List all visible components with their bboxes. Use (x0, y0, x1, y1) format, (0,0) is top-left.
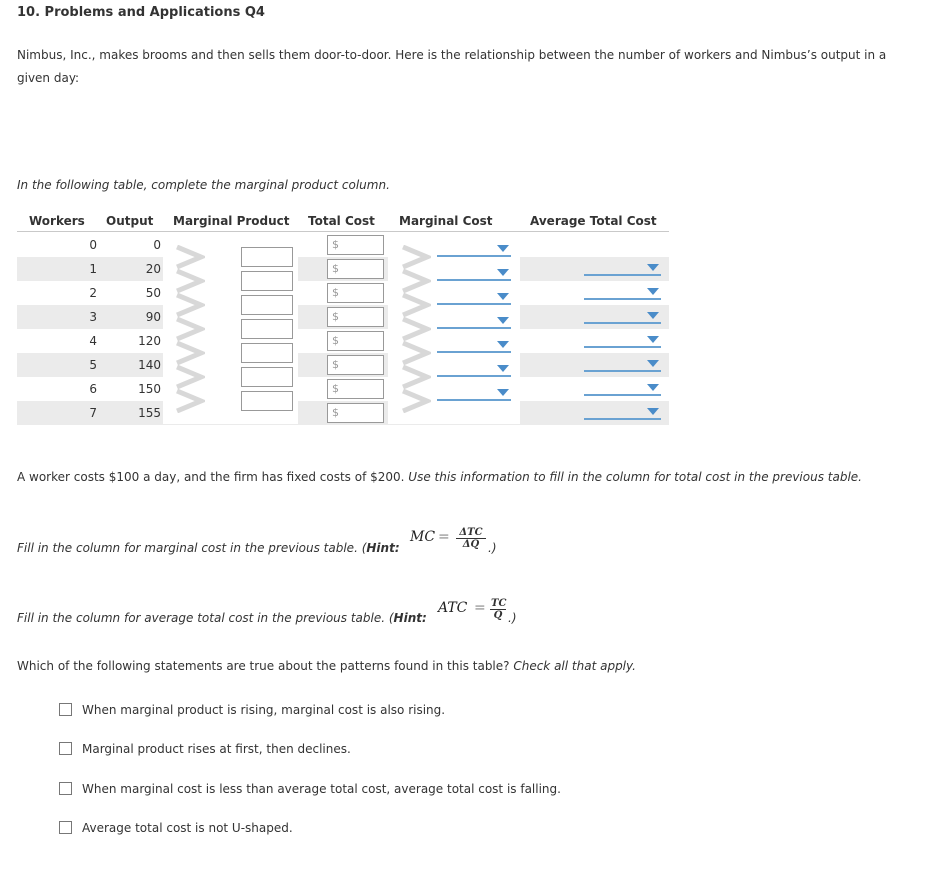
chevron-icon (175, 293, 205, 317)
marginal-cost-dropdown[interactable] (437, 383, 511, 401)
output-cell: 0 (153, 238, 161, 252)
mc-numerator: ΔTC (456, 527, 486, 539)
chevron-icon (401, 365, 431, 389)
header-marginal-product: Marginal Product (173, 214, 290, 228)
option-2-checkbox[interactable] (59, 742, 72, 755)
chevron-icon (175, 341, 205, 365)
chevron-icon (401, 293, 431, 317)
total-cost-input[interactable] (327, 259, 384, 279)
dropdown-arrow-icon (647, 264, 659, 271)
header-average-total-cost: Average Total Cost (530, 214, 657, 228)
chevron-icon (175, 317, 205, 341)
dropdown-arrow-icon (647, 288, 659, 295)
dropdown-arrow-icon (647, 360, 659, 367)
chevron-icon (401, 269, 431, 293)
dropdown-arrow-icon (497, 341, 509, 348)
mc-formula-fraction (456, 527, 486, 550)
chevron-icon (175, 365, 205, 389)
chevron-icon (401, 389, 431, 413)
dropdown-arrow-icon (497, 293, 509, 300)
mc-hint-label: Hint: (366, 541, 400, 555)
atc-numerator: TC (491, 598, 507, 609)
atc-hint-text (17, 611, 427, 625)
output-cell: 50 (145, 286, 161, 300)
chevron-icon (175, 269, 205, 293)
total-cost-input[interactable] (327, 403, 384, 423)
intro-text: Nimbus, Inc., makes brooms and then sells them door-to-door. Here is the relationship between the number of workers and Nimbus’s output in a given day: (17, 48, 887, 85)
question-title: 10. Problems and Applications Q4 (17, 5, 265, 20)
workers-cell: 3 (89, 310, 97, 324)
cost-info-plain: A worker costs $100 a day, and the firm has fixed costs of $200. (17, 470, 409, 484)
option-4-label: Average total cost is not U-shaped. (82, 821, 293, 835)
chevron-icon (401, 317, 431, 341)
total-cost-input[interactable] (327, 355, 384, 375)
workers-cell: 7 (89, 406, 97, 420)
dollar-sign: $ (332, 358, 339, 371)
cost-info-italic: Use this information to fill in the column for total cost in the previous table. (408, 470, 862, 484)
option-3-label: When marginal cost is less than average total cost, average total cost is falling. (82, 782, 561, 796)
table-header (17, 210, 669, 232)
mc-formula-eq: = (438, 529, 450, 545)
dropdown-arrow-icon (497, 317, 509, 324)
dropdown-arrow-icon (497, 245, 509, 252)
marginal-cost-dropdown[interactable] (437, 335, 511, 353)
atc-hint-label: Hint: (393, 611, 427, 625)
mc-hint-lead: Fill in the column for marginal cost in the previous table. ( (17, 541, 367, 555)
atc-formula-lhs: ATC (438, 600, 468, 616)
marginal-product-input[interactable] (241, 247, 293, 267)
marginal-product-input[interactable] (241, 367, 293, 387)
question-plain: Which of the following statements are true about the patterns found in this table? (17, 659, 514, 673)
average-total-cost-dropdown[interactable] (584, 402, 661, 420)
header-output: Output (106, 214, 154, 228)
dropdown-arrow-icon (647, 408, 659, 415)
average-total-cost-dropdown[interactable] (584, 354, 661, 372)
total-cost-input[interactable] (327, 379, 384, 399)
mc-hint-text (17, 541, 400, 555)
cost-table (17, 210, 669, 431)
average-total-cost-dropdown[interactable] (584, 306, 661, 324)
workers-cell: 4 (89, 334, 97, 348)
workers-cell: 1 (89, 262, 97, 276)
dropdown-arrow-icon (647, 384, 659, 391)
output-cell: 20 (145, 262, 161, 276)
dollar-sign: $ (332, 406, 339, 419)
dollar-sign: $ (332, 238, 339, 251)
dropdown-arrow-icon (647, 312, 659, 319)
marginal-cost-dropdown[interactable] (437, 239, 511, 257)
total-cost-input[interactable] (327, 283, 384, 303)
marginal-cost-dropdown[interactable] (437, 359, 511, 377)
workers-cell: 2 (89, 286, 97, 300)
header-workers: Workers (29, 214, 85, 228)
atc-hint-close: .) (508, 611, 517, 625)
total-cost-input[interactable] (327, 307, 384, 327)
marginal-product-input[interactable] (241, 271, 293, 291)
atc-denominator: Q (493, 610, 503, 621)
atc-formula-eq: = (474, 600, 486, 616)
average-total-cost-dropdown[interactable] (584, 378, 661, 396)
output-cell: 155 (138, 406, 161, 420)
output-cell: 90 (145, 310, 161, 324)
average-total-cost-dropdown[interactable] (584, 330, 661, 348)
atc-formula-fraction (490, 598, 506, 621)
dollar-sign: $ (332, 286, 339, 299)
workers-cell: 0 (89, 238, 97, 252)
marginal-product-input[interactable] (241, 391, 293, 411)
chevron-icon (401, 245, 431, 269)
mc-formula-lhs: MC (410, 529, 436, 545)
dropdown-arrow-icon (497, 389, 509, 396)
chevron-icon (401, 341, 431, 365)
option-3-checkbox[interactable] (59, 782, 72, 795)
cost-info (17, 470, 862, 484)
question-text (17, 659, 636, 673)
marginal-cost-dropdown[interactable] (437, 311, 511, 329)
header-marginal-cost: Marginal Cost (399, 214, 493, 228)
average-total-cost-dropdown[interactable] (584, 282, 661, 300)
mc-hint-close: .) (488, 541, 497, 555)
dropdown-arrow-icon (497, 269, 509, 276)
header-total-cost: Total Cost (308, 214, 375, 228)
average-total-cost-dropdown[interactable] (584, 258, 661, 276)
option-2-label: Marginal product rises at first, then declines. (82, 742, 351, 756)
mc-denominator: ΔQ (462, 539, 480, 550)
total-cost-input[interactable] (327, 331, 384, 351)
dollar-sign: $ (332, 310, 339, 323)
atc-hint-lead: Fill in the column for average total cost in the previous table. ( (17, 611, 394, 625)
total-cost-input[interactable] (327, 235, 384, 255)
chevron-icon (175, 245, 205, 269)
dollar-sign: $ (332, 262, 339, 275)
output-cell: 140 (138, 358, 161, 372)
marginal-product-input[interactable] (241, 343, 293, 363)
marginal-product-input[interactable] (241, 319, 293, 339)
workers-cell: 5 (89, 358, 97, 372)
option-4-checkbox[interactable] (59, 821, 72, 834)
marginal-cost-dropdown[interactable] (437, 287, 511, 305)
dropdown-arrow-icon (647, 336, 659, 343)
table-instruction: In the following table, complete the marginal product column. (17, 178, 390, 192)
dropdown-arrow-icon (497, 365, 509, 372)
dollar-sign: $ (332, 334, 339, 347)
option-1-checkbox[interactable] (59, 703, 72, 716)
marginal-product-input[interactable] (241, 295, 293, 315)
output-cell: 120 (138, 334, 161, 348)
chevron-icon (175, 389, 205, 413)
marginal-cost-dropdown[interactable] (437, 263, 511, 281)
question-italic: Check all that apply. (513, 659, 636, 673)
workers-cell: 6 (89, 382, 97, 396)
option-1-label: When marginal product is rising, marginal cost is also rising. (82, 703, 446, 717)
output-cell: 150 (138, 382, 161, 396)
dollar-sign: $ (332, 382, 339, 395)
